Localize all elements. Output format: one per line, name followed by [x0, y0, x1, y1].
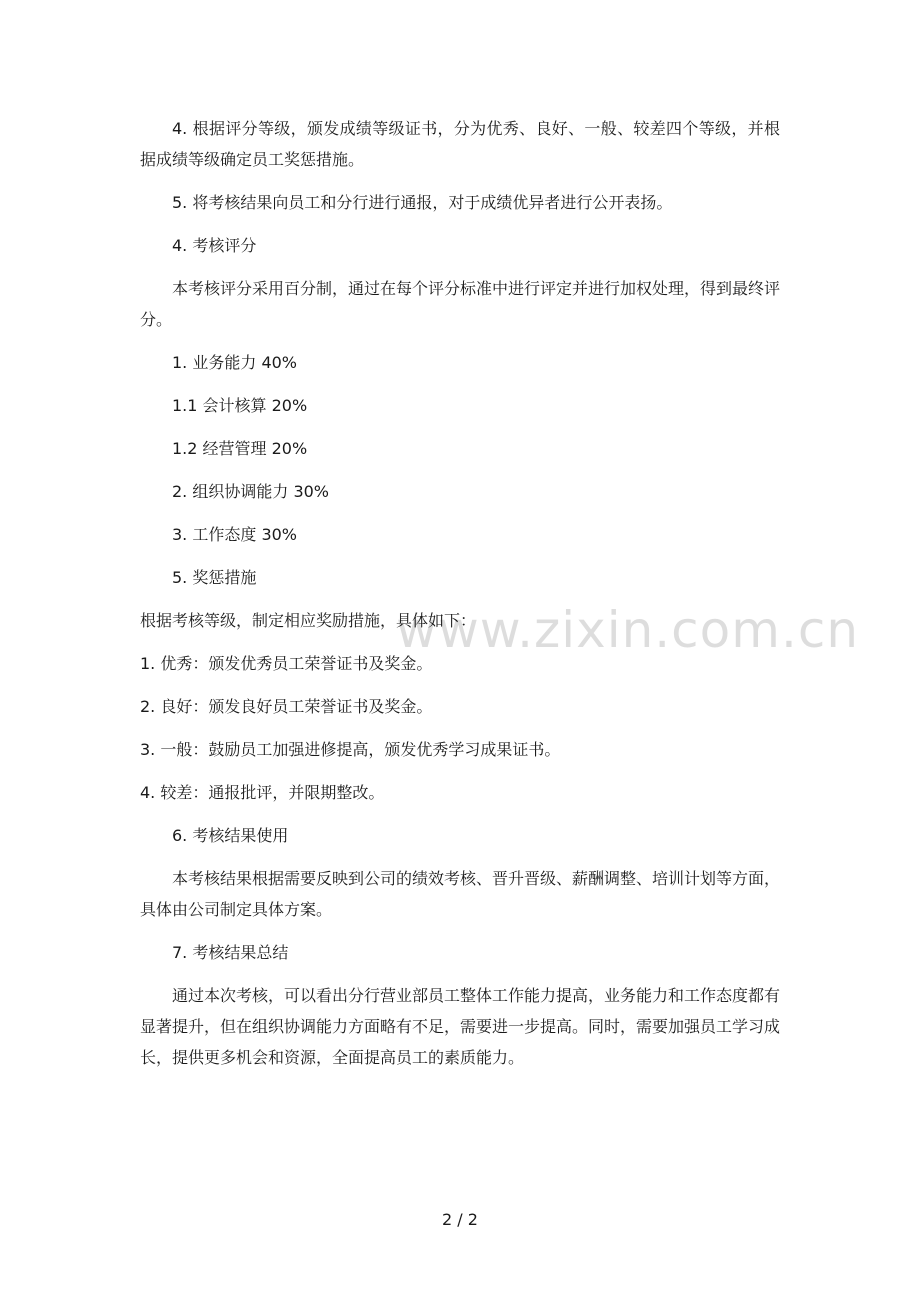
- page-number: 2 / 2: [442, 1210, 478, 1229]
- paragraph-notification: 5. 将考核结果向员工和分行进行通报，对于成绩优异者进行公开表扬。: [172, 193, 673, 212]
- list-item-business-ability: 1. 业务能力 40%: [172, 353, 298, 372]
- heading-rewards: 5. 奖惩措施: [172, 568, 257, 587]
- list-item-coordination: 2. 组织协调能力 30%: [172, 482, 330, 501]
- paragraph-scoring-method: 本考核评分采用百分制，通过在每个评分标准中进行评定并进行加权处理，得到最终评分。: [140, 279, 781, 329]
- watermark: www.zixin.com.cn: [396, 601, 860, 659]
- document-body: [140, 113, 780, 1073]
- list-item-poor: 4. 较差：通报批评，并限期整改。: [140, 783, 385, 802]
- list-item-good: 2. 良好：颁发良好员工荣誉证书及奖金。: [140, 697, 433, 716]
- list-item-average: 3. 一般：鼓励员工加强进修提高，颁发优秀学习成果证书。: [140, 740, 561, 759]
- heading-scoring: 4. 考核评分: [172, 236, 257, 255]
- paragraph-rewards-intro: 根据考核等级，制定相应奖励措施，具体如下：: [140, 611, 477, 630]
- paragraph-summary: 通过本次考核，可以看出分行营业部员工整体工作能力提高，业务能力和工作态度都有显著提升，但在组织协调能力方面略有不足，需要进一步提高。同时，需要加强员工学习成长，提供更多机会和资源，全面提高员工的素质能力。: [140, 986, 781, 1067]
- list-item-management: 1.2 经营管理 20%: [172, 439, 308, 458]
- paragraph-grade-certificate: 4. 根据评分等级，颁发成绩等级证书，分为优秀、良好、一般、较差四个等级，并根据成绩等级确定员工奖惩措施。: [140, 119, 780, 169]
- paragraph-result-usage: 本考核结果根据需要反映到公司的绩效考核、晋升晋级、薪酬调整、培训计划等方面，具体由公司制定具体方案。: [140, 869, 781, 919]
- list-item-attitude: 3. 工作态度 30%: [172, 525, 298, 544]
- list-item-excellent: 1. 优秀：颁发优秀员工荣誉证书及奖金。: [140, 654, 433, 673]
- list-item-accounting: 1.1 会计核算 20%: [172, 396, 308, 415]
- heading-result-usage: 6. 考核结果使用: [172, 826, 289, 845]
- heading-summary: 7. 考核结果总结: [172, 943, 289, 962]
